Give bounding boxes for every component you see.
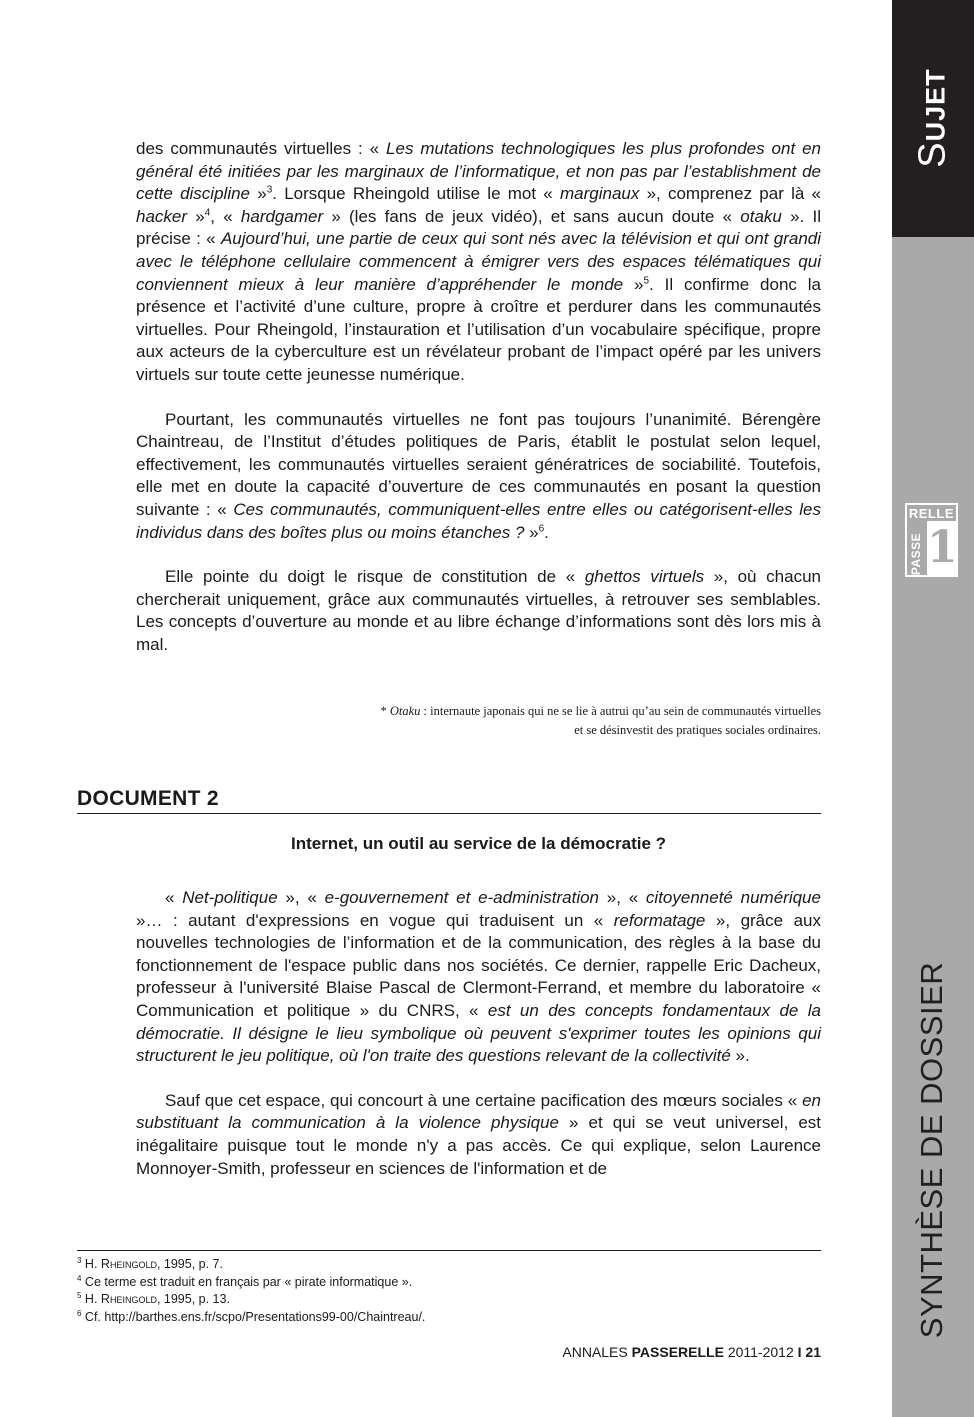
page-number: 21 [805, 1344, 821, 1360]
document-title: Internet, un outil au service de la démocratie ? [290, 834, 667, 853]
passerelle-logo: RELLE PASSE 1 [905, 503, 958, 577]
otaku-footnote: * Otaku : internaute japonais qui ne se lie à autrui qu’au sein de communautés virtuelles et se désinvestit des pratiques sociales ordinaires. [380, 704, 821, 737]
document-heading: DOCUMENT 2 [77, 787, 821, 814]
footnote-item: $^6$ Cf. http://barthes.ens.fr/scpo/Presentations99-00/Chaintreau/. [77, 1308, 426, 1324]
footnote-item: $^5$ H. Rheingold, 1995, p. 13. [77, 1290, 230, 1306]
doc1-text [136, 138, 821, 656]
section-label-sujet: SUJET [911, 68, 954, 168]
doc2-text [136, 887, 821, 1180]
doc1-paragraph-2: Pourtant, les communautés virtuelles ne font pas toujours l’unanimité. Bérengère Chaintreau, de l’Institut d’études politiques de Paris, établit le postulat selon lequel, effectivement, les communautés virtuelles seraient génératrices de sociabilité. Toutefois, elle met en doute la capacité d’ouverture de ces communautés en posant la question suivante : « Ces communautés, communiquent-elles entre elles ou catégorisent-elles les individus dans des boîtes plus ou moins étanches ? »$^6$. [136, 409, 821, 542]
footnote-divider [77, 1250, 821, 1251]
section-label-synthese: SYNTHÈSE DE DOSSIER [914, 961, 949, 1339]
doc1-paragraph-3: Elle pointe du doigt le risque de constitution de « ghettos virtuels », où chacun chercherait uniquement, grâce aux communautés virtuelles, à retrouver ses semblables. Les concepts d’ouverture au monde et au libre échange d’informations sont dès lors mis à mal. [136, 567, 821, 654]
footnote-item: $^3$ H. Rheingold, 1995, p. 7. [77, 1255, 223, 1271]
footnote-item: $^4$ Ce terme est traduit en français par « pirate informatique ». [77, 1273, 413, 1289]
doc2-paragraph-2: Sauf que cet espace, qui concourt à une certaine pacification des mœurs sociales « en substituant la communication à la violence physique » et qui se veut universel, est inégalitaire puisque tout le monde n'y a pas accès. Ce qui explique, selon Laurence Monnoyer-Smith, professeur en sciences de l'information et de [136, 1090, 821, 1178]
footnotes [77, 1256, 425, 1326]
doc1-paragraph-1: des communautés virtuelles : « Les mutations technologiques les plus profondes ont en général été initiées par les marginaux de l’informatique, et non pas par l’establishment de cette discipline »$^3$. Lorsque Rheingold utilise le mot « marginaux », comprenez par là « hacker »$^4$, « hardgamer » (les fans de jeux vidéo), et sans aucun doute « otaku ». Il précise : « Aujourd’hui, une partie de ceux qui sont nés avec la télévision et qui ont grandi avec le téléphone cellulaire commencent à émigrer vers des espaces télématiques qui conviennent mieux à leur manière d’appréhender le monde »$^5$. Il confirme donc la présence et l’activité d’une culture, propre à croître et perdurer dans les communautés virtuelles. Pour Rheingold, l’instauration et l’utilisation d’un vocabulaire spécifique, propre aux acteurs de la cyberculture est un révélateur probant de l’impact opéré par les univers virtuels sur toute cette jeunesse numérique. [136, 139, 822, 384]
doc2-paragraph-1: « Net-politique », « e-gouvernement et e-administration », « citoyenneté numérique »… : autant d'expressions en vogue qui traduisent un « reformatage », grâce aux nouvelles technologies de l’information et de la communication, des règles à la base du fonctionnement de l'espace public dans nos sociétés. Ce dernier, rappelle Eric Dacheux, professeur à l'université Blaise Pascal de Clermont-Ferrand, et membre du laboratoire « Communication et politique » du CNRS, « est un des concepts fondamentaux de la démocratie. Il désigne le lieu symbolique où peuvent s'exprimer toutes les opinions qui structurent le jeu politique, où l'on traite des questions relevant de la collectivité ». [136, 888, 821, 1066]
page-footer: ANNALES PASSERELLE 2011-2012 I 21 [562, 1344, 821, 1360]
